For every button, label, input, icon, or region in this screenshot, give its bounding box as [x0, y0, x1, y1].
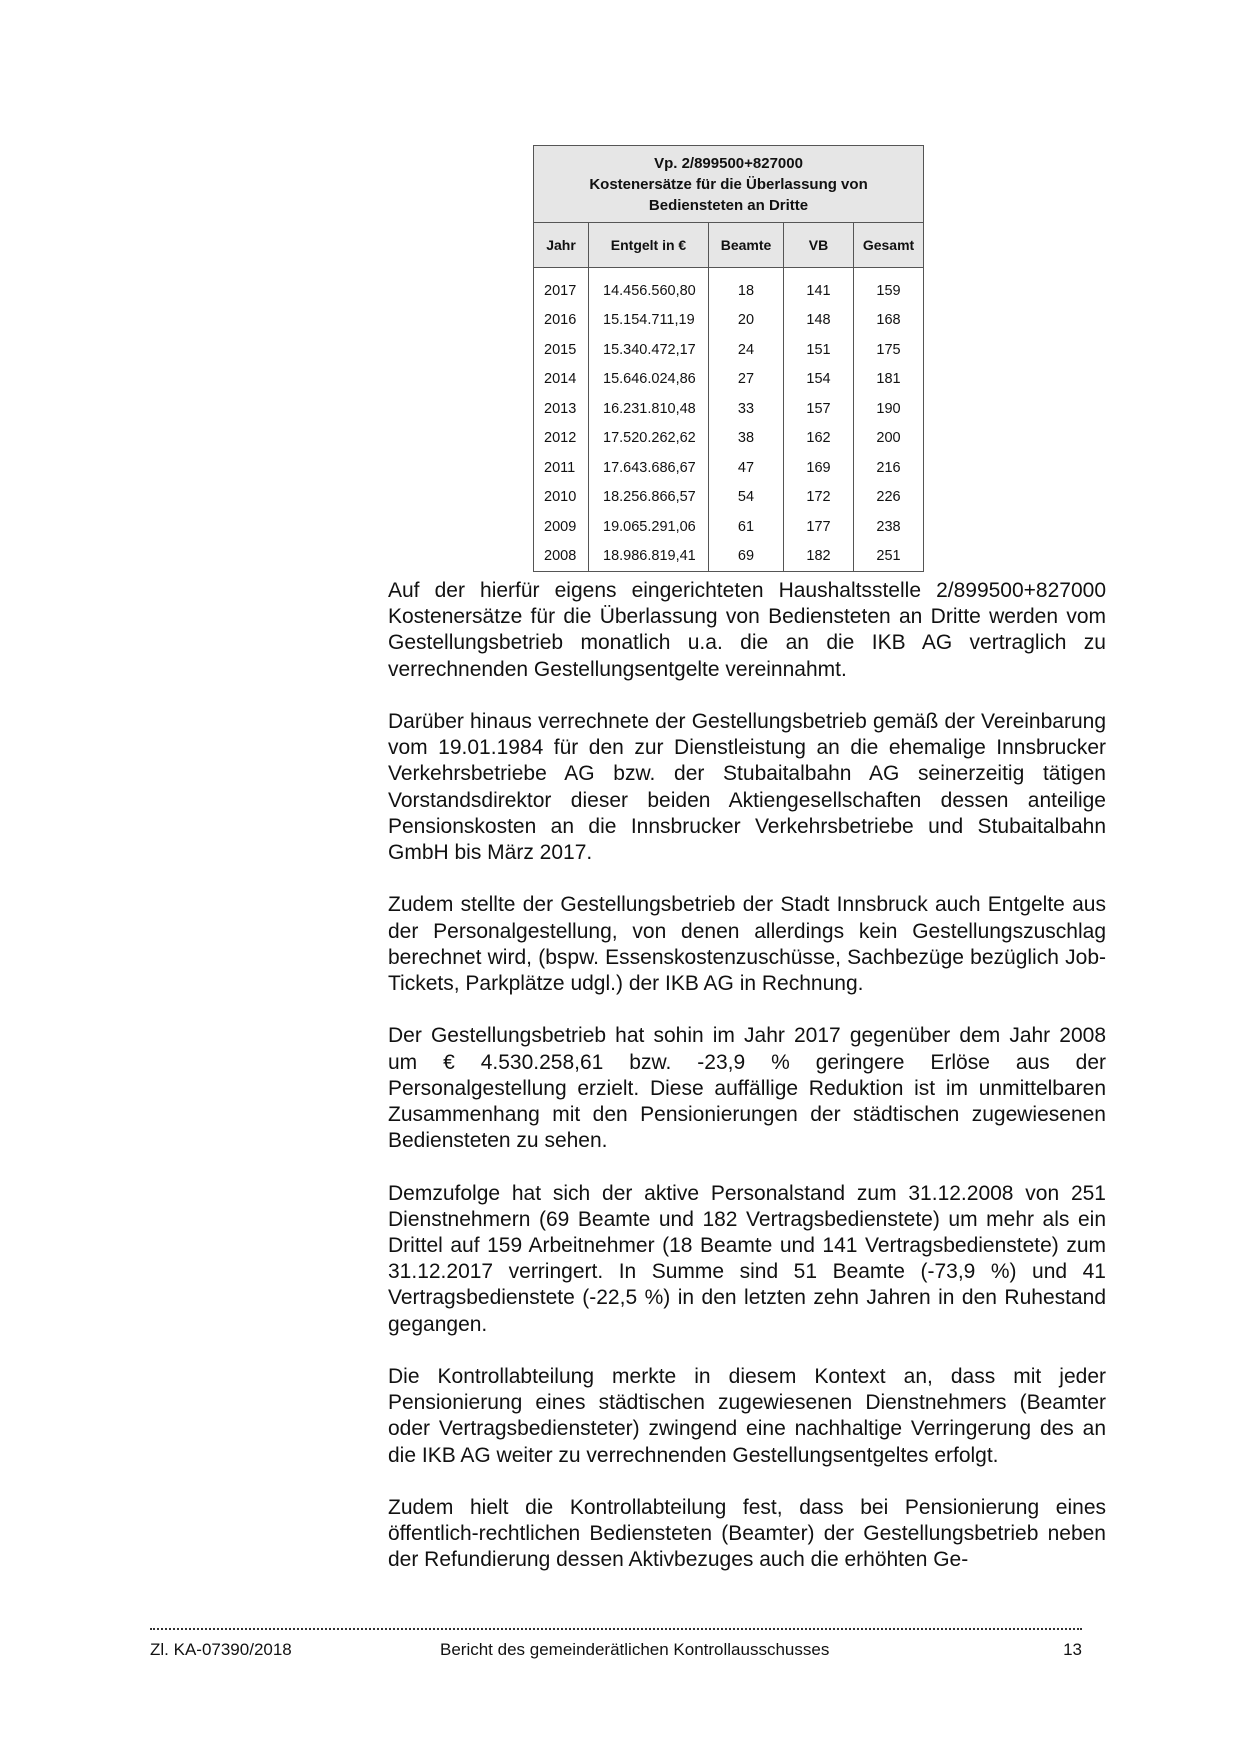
table-row — [534, 512, 924, 542]
table-row — [534, 424, 924, 454]
cell-total: 159 — [854, 268, 924, 306]
cell-civil-servants: 20 — [709, 306, 784, 336]
table-title-line: Bediensteten an Dritte — [648, 196, 809, 214]
cell-year: 2013 — [534, 394, 589, 424]
cell-civil-servants: 24 — [709, 335, 784, 365]
cell-total: 216 — [854, 453, 924, 483]
cell-total: 226 — [854, 483, 924, 513]
table-title — [534, 146, 924, 223]
cell-amount: 14.456.560,80 — [589, 268, 709, 306]
cell-contract-staff: 162 — [784, 424, 854, 454]
cell-contract-staff: 157 — [784, 394, 854, 424]
paragraph-staff-reduction: Demzufolge hat sich der aktive Personalstand zum 31.12.2008 von 251 Dienstnehmern (69 Beamte und 182 Vertragsbedienstete) um mehr als ein Drittel auf 159 Arbeitnehmer (18 Beamte und 141 Vertragsbedienstete) zum 31.12.2017 verringert. In Summe sind 51 Beamte (-73,9 %) und 41 Vertragsbedienstete (-22,5 %) in den letzten zehn Jahren in den Ruhestand gegangen. — [388, 1181, 1106, 1336]
paragraph-pension-costs: Darüber hinaus verrechnete der Gestellungsbetrieb gemäß der Vereinbarung vom 19.01.1984 für den zur Dienstleistung an die ehemalige Innsbrucker Verkehrsbetriebe AG bzw. der Stubaitalbahn AG seinerzeitig tätigen Vorstandsdirektor dieser beiden Aktiengesellschaften dessen anteilige Pensionskosten an die Innsbrucker Verkehrsbetriebe und Stubaitalbahn GmbH bis März 2017. — [388, 710, 1106, 865]
page-footer — [150, 1640, 1082, 1664]
cell-contract-staff: 172 — [784, 483, 854, 513]
table-row — [534, 483, 924, 513]
cell-year: 2008 — [534, 542, 589, 572]
cell-total: 190 — [854, 394, 924, 424]
table-row — [534, 268, 924, 306]
cell-civil-servants: 61 — [709, 512, 784, 542]
report-body-text — [388, 578, 1106, 1600]
column-header-contract-staff: VB — [784, 223, 854, 268]
cell-contract-staff: 148 — [784, 306, 854, 336]
cell-total: 175 — [854, 335, 924, 365]
cell-year: 2010 — [534, 483, 589, 513]
cell-contract-staff: 151 — [784, 335, 854, 365]
cell-amount: 18.256.866,57 — [589, 483, 709, 513]
table-row — [534, 365, 924, 395]
cell-civil-servants: 54 — [709, 483, 784, 513]
table-row — [534, 306, 924, 336]
cost-reimbursement-table — [533, 145, 924, 572]
cell-contract-staff: 154 — [784, 365, 854, 395]
cell-civil-servants: 33 — [709, 394, 784, 424]
cell-contract-staff: 182 — [784, 542, 854, 572]
cell-total: 200 — [854, 424, 924, 454]
cell-amount: 16.231.810,48 — [589, 394, 709, 424]
paragraph-revenue-decline: Der Gestellungsbetrieb hat sohin im Jahr 2017 gegenüber dem Jahr 2008 um € 4.530.258,61 bzw. -23,9 % geringere Erlöse aus der Personalgestellung erzielt. Diese auffällige Reduktion ist im unmittelbaren Zusammenhang mit den Pensionierungen der städtischen zugewiesenen Bediensteten zu sehen. — [388, 1024, 1106, 1153]
paragraph-audit-finding: Zudem hielt die Kontrollabteilung fest, dass bei Pensionierung eines öffentlich-rechtlichen Bediensteten (Beamter) der Gestellungsbetrieb neben der Refundierung dessen Aktivbezuges auch die erhöhten Ge- — [388, 1496, 1106, 1572]
paragraph-cost-reimbursement-account: Auf der hierfür eigens eingerichteten Haushaltsstelle 2/899500+827000 Kostenersätze für die Überlassung von Bediensteten an Dritte werden vom Gestellungsbetrieb monatlich u.a. die an die IKB AG vertraglich zu verrechnenden Gestellungsentgelte vereinnahmt. — [388, 579, 1106, 681]
cell-year: 2017 — [534, 268, 589, 306]
page-number: 13 — [1063, 1640, 1082, 1659]
cell-civil-servants: 69 — [709, 542, 784, 572]
cell-amount: 18.986.819,41 — [589, 542, 709, 572]
table-title-line: Kostenersätze für die Überlassung von — [589, 175, 868, 193]
cell-amount: 17.643.686,67 — [589, 453, 709, 483]
cell-total: 251 — [854, 542, 924, 572]
cell-total: 168 — [854, 306, 924, 336]
cell-civil-servants: 47 — [709, 453, 784, 483]
table-title-line: Vp. 2/899500+827000 — [654, 154, 803, 172]
footer-reference: Zl. KA-07390/2018 — [150, 1640, 292, 1659]
cell-amount: 15.154.711,19 — [589, 306, 709, 336]
cell-year: 2012 — [534, 424, 589, 454]
cell-year: 2015 — [534, 335, 589, 365]
cell-amount: 17.520.262,62 — [589, 424, 709, 454]
cell-civil-servants: 38 — [709, 424, 784, 454]
table-row — [534, 542, 924, 572]
cell-amount: 15.646.024,86 — [589, 365, 709, 395]
cell-year: 2016 — [534, 306, 589, 336]
footer-report-title: Bericht des gemeinderätlichen Kontrollausschusses — [440, 1640, 830, 1659]
cell-amount: 15.340.472,17 — [589, 335, 709, 365]
cell-total: 238 — [854, 512, 924, 542]
column-header-amount: Entgelt in € — [589, 223, 709, 268]
cell-contract-staff: 177 — [784, 512, 854, 542]
column-header-civil-servants: Beamte — [709, 223, 784, 268]
footer-dotted-divider — [150, 1628, 1082, 1630]
cell-year: 2009 — [534, 512, 589, 542]
table-header-row — [534, 223, 924, 268]
column-header-year: Jahr — [534, 223, 589, 268]
cell-year: 2014 — [534, 365, 589, 395]
table-row — [534, 453, 924, 483]
cell-civil-servants: 18 — [709, 268, 784, 306]
column-header-total: Gesamt — [854, 223, 924, 268]
paragraph-additional-charges: Zudem stellte der Gestellungsbetrieb der Stadt Innsbruck auch Entgelte aus der Personalgestellung, von denen allerdings kein Gestellungszuschlag berechnet wird, (bspw. Essenskostenzuschüsse, Sachbezüge bezüglich Job-Tickets, Parkplätze udgl.) der IKB AG in Rechnung. — [388, 893, 1106, 996]
cell-amount: 19.065.291,06 — [589, 512, 709, 542]
cell-total: 181 — [854, 365, 924, 395]
cell-year: 2011 — [534, 453, 589, 483]
cell-contract-staff: 169 — [784, 453, 854, 483]
paragraph-audit-remark: Die Kontrollabteilung merkte in diesem Kontext an, dass mit jeder Pensionierung eines städtischen zugewiesenen Dienstnehmers (Beamter oder Vertragsbediensteter) zwingend eine nachhaltige Verringerung des an die IKB AG weiter zu verrechnenden Gestellungsentgeltes erfolgt. — [388, 1365, 1106, 1467]
table-row — [534, 335, 924, 365]
cell-civil-servants: 27 — [709, 365, 784, 395]
table-row — [534, 394, 924, 424]
cell-contract-staff: 141 — [784, 268, 854, 306]
